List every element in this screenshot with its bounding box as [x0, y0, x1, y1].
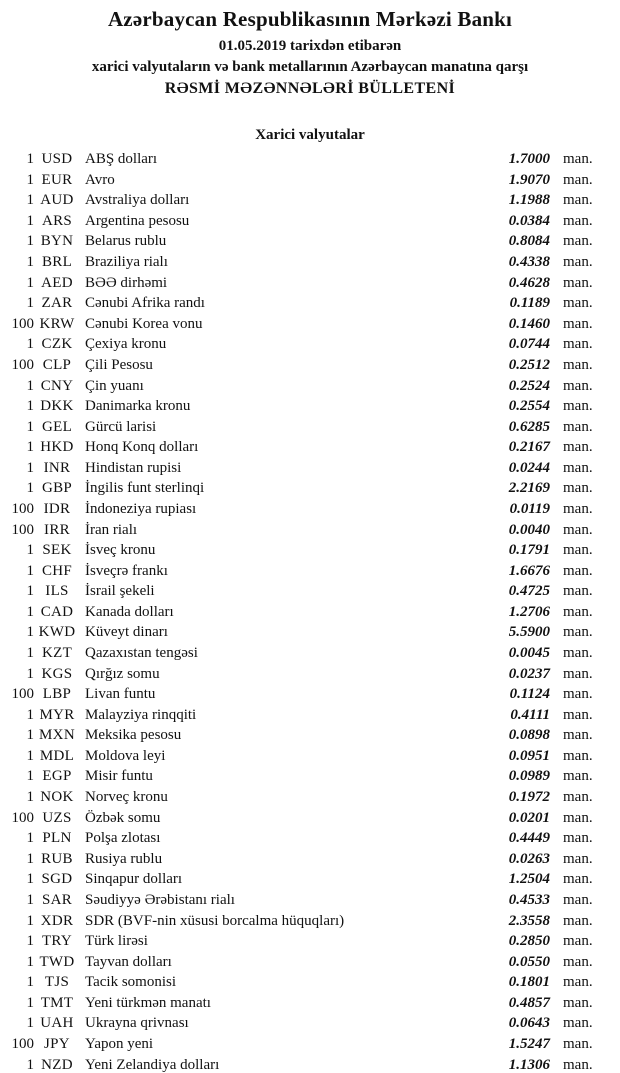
unit-label: man. — [563, 151, 593, 168]
currency-code: TMT — [40, 994, 74, 1011]
currency-name: Avstraliya dolları — [85, 192, 190, 209]
currency-code: EUR — [41, 171, 73, 188]
exchange-rate: 0.0550 — [508, 953, 550, 970]
currency-row — [0, 972, 620, 993]
exchange-rate: 0.4857 — [508, 994, 550, 1011]
currency-code: INR — [43, 459, 71, 476]
currency-name: Tacik somonisi — [85, 974, 177, 991]
currency-code: IRR — [44, 521, 70, 538]
currency-row — [0, 499, 620, 520]
currency-name: İsveçrə frankı — [85, 562, 168, 579]
currency-row — [0, 602, 620, 623]
currency-row — [0, 561, 620, 582]
quantity: 1 — [26, 1056, 34, 1073]
currency-code: NZD — [41, 1056, 73, 1073]
currency-row — [0, 1055, 620, 1073]
exchange-rate: 0.2554 — [508, 398, 550, 415]
quantity: 1 — [26, 274, 34, 291]
unit-label: man. — [563, 212, 593, 229]
unit-label: man. — [563, 459, 593, 476]
currency-code: AED — [41, 274, 73, 291]
unit-label: man. — [563, 1015, 593, 1032]
currency-name: Qazaxıstan tengəsi — [85, 645, 198, 662]
exchange-rate: 1.7000 — [508, 151, 550, 168]
unit-label: man. — [563, 356, 593, 373]
currency-code: CAD — [40, 603, 74, 620]
currency-code: XDR — [40, 912, 74, 929]
exchange-rate: 0.2850 — [508, 933, 550, 950]
currency-code: USD — [41, 151, 73, 168]
currency-name: Moldova leyi — [85, 747, 166, 764]
exchange-rate: 0.0898 — [508, 727, 550, 744]
currency-code: ZAR — [41, 295, 73, 312]
currency-row — [0, 334, 620, 355]
currency-row — [0, 314, 620, 335]
unit-label: man. — [563, 686, 593, 703]
currency-name: Çexiya kronu — [85, 336, 167, 353]
currency-row — [0, 355, 620, 376]
unit-label: man. — [563, 727, 593, 744]
quantity: 100 — [11, 315, 34, 332]
exchange-rate: 0.1791 — [508, 542, 550, 559]
currency-name: Çili Pesosu — [85, 356, 153, 373]
quantity: 100 — [11, 809, 34, 826]
currency-row — [0, 725, 620, 746]
unit-label: man. — [563, 562, 593, 579]
currency-name: Meksika pesosu — [85, 727, 182, 744]
currency-row — [0, 252, 620, 273]
currency-code: NOK — [40, 789, 74, 806]
exchange-rate: 0.0244 — [508, 459, 550, 476]
currency-row — [0, 787, 620, 808]
currency-row — [0, 746, 620, 767]
currency-code: TWD — [39, 953, 75, 970]
unit-label: man. — [563, 480, 593, 497]
currency-row — [0, 1034, 620, 1055]
currency-name: Cənubi Korea vonu — [85, 315, 203, 332]
currency-name: Polşa zlotası — [85, 830, 161, 847]
currency-name: SDR (BVF-nin xüsusi borcalma hüquqları) — [85, 912, 345, 929]
exchange-rate: 1.2706 — [508, 603, 550, 620]
exchange-rate: 1.9070 — [508, 171, 550, 188]
currency-name: Tayvan dolları — [85, 953, 172, 970]
currency-code: BRL — [41, 254, 73, 271]
unit-label: man. — [563, 871, 593, 888]
bulletin-header — [0, 0, 620, 98]
quantity: 1 — [26, 747, 34, 764]
currency-name: İsrail şekeli — [85, 583, 155, 600]
exchange-rate: 2.2169 — [508, 480, 550, 497]
unit-label: man. — [563, 398, 593, 415]
currency-name: Norveç kronu — [85, 789, 168, 806]
currency-row — [0, 396, 620, 417]
unit-label: man. — [563, 274, 593, 291]
currency-row — [0, 931, 620, 952]
currency-row — [0, 478, 620, 499]
unit-label: man. — [563, 891, 593, 908]
currency-row — [0, 869, 620, 890]
bank-name-title: Azərbaycan Respublikasının Mərkəzi Bankı — [107, 7, 513, 31]
unit-label: man. — [563, 521, 593, 538]
currency-name: Kanada dolları — [85, 603, 174, 620]
exchange-rate: 0.1460 — [508, 315, 550, 332]
currency-name: İngilis funt sterlinqi — [85, 480, 205, 497]
currency-code: TJS — [44, 974, 70, 991]
currency-row — [0, 211, 620, 232]
quantity: 1 — [26, 562, 34, 579]
currency-code: IDR — [43, 500, 71, 517]
quantity: 1 — [26, 398, 34, 415]
currency-name: Misir funtu — [85, 768, 153, 785]
bulletin-subtitle: xarici valyutaların və bank metallarının Azərbaycan manatına qarşı — [91, 59, 529, 76]
currency-name: ABŞ dolları — [85, 151, 158, 168]
exchange-rate: 0.6285 — [508, 418, 550, 435]
exchange-rate: 0.0951 — [508, 747, 550, 764]
unit-label: man. — [563, 1036, 593, 1052]
unit-label: man. — [563, 953, 593, 970]
exchange-rate: 0.4533 — [508, 891, 550, 908]
quantity: 1 — [26, 953, 34, 970]
currency-code: KWD — [38, 624, 76, 641]
unit-label: man. — [563, 933, 593, 950]
currency-row — [0, 376, 620, 397]
quantity: 1 — [26, 850, 34, 867]
exchange-rate: 0.0384 — [508, 212, 550, 229]
quantity: 1 — [26, 439, 34, 456]
unit-label: man. — [563, 747, 593, 764]
quantity: 1 — [26, 706, 34, 723]
currency-row — [0, 952, 620, 973]
effective-date: 01.05.2019 tarixdən etibarən — [218, 38, 402, 55]
currency-code: PLN — [42, 830, 72, 847]
exchange-rate: 0.8084 — [508, 233, 550, 250]
currency-name: İndoneziya rupiası — [85, 500, 197, 517]
exchange-rate: 2.3558 — [508, 912, 550, 929]
currency-name: Livan funtu — [85, 686, 156, 703]
exchange-rate: 0.0989 — [508, 768, 550, 785]
exchange-rate: 0.0237 — [508, 665, 550, 682]
unit-label: man. — [563, 439, 593, 456]
currency-name: Braziliya rialı — [85, 254, 168, 271]
currency-name: Səudiyyə Ərəbistanı rialı — [85, 891, 235, 908]
currency-code: GEL — [41, 418, 73, 435]
exchange-rate: 0.2512 — [508, 356, 550, 373]
currency-name: Hindistan rupisi — [85, 459, 182, 476]
quantity: 1 — [26, 768, 34, 785]
currency-code: UAH — [40, 1015, 74, 1032]
currency-row — [0, 231, 620, 252]
quantity: 1 — [26, 912, 34, 929]
currency-code: CNY — [40, 377, 74, 394]
quantity: 1 — [26, 789, 34, 806]
currency-code: JPY — [44, 1036, 70, 1052]
currency-row — [0, 993, 620, 1014]
currency-row — [0, 293, 620, 314]
unit-label: man. — [563, 850, 593, 867]
currency-name: Qırğız somu — [85, 665, 160, 682]
unit-label: man. — [563, 706, 593, 723]
currency-name: İsveç kronu — [85, 542, 156, 559]
currency-name: Malayziya rinqqiti — [85, 706, 197, 723]
exchange-rate: 0.4628 — [508, 274, 550, 291]
currency-code: MXN — [39, 727, 75, 744]
quantity: 1 — [26, 151, 34, 168]
currency-code: CZK — [41, 336, 73, 353]
currency-row — [0, 417, 620, 438]
currency-code: KGS — [41, 665, 73, 682]
quantity: 1 — [26, 254, 34, 271]
quantity: 1 — [26, 212, 34, 229]
unit-label: man. — [563, 583, 593, 600]
currency-name: BƏƏ dirhəmi — [85, 274, 168, 291]
exchange-rate: 0.0744 — [508, 336, 550, 353]
exchange-rate: 0.4111 — [510, 706, 550, 723]
unit-label: man. — [563, 912, 593, 929]
quantity: 1 — [26, 377, 34, 394]
quantity: 1 — [26, 830, 34, 847]
currency-row — [0, 684, 620, 705]
quantity: 1 — [26, 665, 34, 682]
unit-label: man. — [563, 336, 593, 353]
exchange-rate: 0.4725 — [508, 583, 550, 600]
unit-label: man. — [563, 830, 593, 847]
currency-name: Özbək somu — [85, 809, 161, 826]
unit-label: man. — [563, 809, 593, 826]
currency-row — [0, 890, 620, 911]
currency-code: CLP — [42, 356, 72, 373]
quantity: 100 — [11, 686, 34, 703]
quantity: 1 — [26, 1015, 34, 1032]
currency-code: SGD — [41, 871, 73, 888]
exchange-rate: 0.1124 — [509, 686, 550, 703]
unit-label: man. — [563, 789, 593, 806]
unit-label: man. — [563, 171, 593, 188]
exchange-rate: 1.2504 — [508, 871, 550, 888]
bulletin-title: RƏSMİ MƏZƏNNƏLƏRİ BÜLLETENİ — [164, 80, 456, 98]
exchange-rate: 1.5247 — [508, 1036, 550, 1052]
currency-name: Ukrayna qrivnası — [85, 1015, 189, 1032]
currency-code: MYR — [39, 706, 75, 723]
currency-row — [0, 170, 620, 191]
currency-code: DKK — [40, 398, 74, 415]
exchange-rate: 0.0201 — [508, 809, 550, 826]
quantity: 1 — [26, 974, 34, 991]
quantity: 100 — [11, 1036, 34, 1052]
currency-row — [0, 520, 620, 541]
exchange-rate: 0.0263 — [508, 850, 550, 867]
section-title-foreign-currencies: Xarici valyutalar — [255, 127, 365, 144]
quantity: 1 — [26, 336, 34, 353]
currency-row — [0, 808, 620, 829]
unit-label: man. — [563, 418, 593, 435]
currency-name: Çin yuanı — [85, 377, 144, 394]
currency-code: HKD — [40, 439, 74, 456]
currency-code: CHF — [41, 562, 73, 579]
exchange-rate: 1.6676 — [508, 562, 550, 579]
exchange-rate: 0.4338 — [508, 254, 550, 271]
exchange-rate: 1.1988 — [508, 192, 550, 209]
currency-row — [0, 664, 620, 685]
currency-row — [0, 437, 620, 458]
quantity: 1 — [26, 891, 34, 908]
currency-code: TRY — [41, 933, 73, 950]
currency-code: SAR — [41, 891, 73, 908]
currency-code: MDL — [39, 747, 75, 764]
exchange-rate: 0.1189 — [509, 295, 550, 312]
unit-label: man. — [563, 377, 593, 394]
quantity: 1 — [26, 933, 34, 950]
exchange-rate: 0.1801 — [508, 974, 550, 991]
currency-name: Avro — [85, 171, 115, 188]
currency-code: KRW — [39, 315, 75, 332]
quantity: 1 — [26, 727, 34, 744]
unit-label: man. — [563, 500, 593, 517]
currency-code: EGP — [42, 768, 72, 785]
exchange-rate: 0.4449 — [508, 830, 550, 847]
unit-label: man. — [563, 665, 593, 682]
exchange-rate: 0.2167 — [508, 439, 550, 456]
quantity: 100 — [11, 521, 34, 538]
unit-label: man. — [563, 768, 593, 785]
currency-name: Sinqapur dolları — [85, 871, 183, 888]
unit-label: man. — [563, 233, 593, 250]
currency-row — [0, 458, 620, 479]
currency-name: Danimarka kronu — [85, 398, 191, 415]
quantity: 1 — [26, 624, 34, 641]
quantity: 1 — [26, 994, 34, 1011]
currency-name: Türk lirəsi — [85, 933, 148, 950]
unit-label: man. — [563, 315, 593, 332]
exchange-rate: 0.1972 — [508, 789, 550, 806]
currency-row — [0, 849, 620, 870]
currency-code: AUD — [40, 192, 74, 209]
currency-row — [0, 911, 620, 932]
unit-label: man. — [563, 994, 593, 1011]
currency-name: İran rialı — [85, 521, 138, 538]
exchange-rate: 1.1306 — [508, 1056, 550, 1073]
currency-code: KZT — [41, 645, 73, 662]
unit-label: man. — [563, 295, 593, 312]
quantity: 100 — [11, 356, 34, 373]
currency-row — [0, 705, 620, 726]
exchange-rate: 0.0045 — [508, 645, 550, 662]
quantity: 1 — [26, 871, 34, 888]
currency-name: Cənubi Afrika randı — [85, 295, 205, 312]
quantity: 1 — [26, 459, 34, 476]
exchange-rate: 0.2524 — [508, 377, 550, 394]
currency-row — [0, 828, 620, 849]
currency-row — [0, 273, 620, 294]
unit-label: man. — [563, 192, 593, 209]
currency-name: Argentina pesosu — [85, 212, 190, 229]
quantity: 1 — [26, 645, 34, 662]
quantity: 1 — [26, 171, 34, 188]
quantity: 100 — [11, 500, 34, 517]
currency-code: RUB — [41, 850, 73, 867]
currency-row — [0, 766, 620, 787]
quantity: 1 — [26, 542, 34, 559]
currency-row — [0, 1013, 620, 1034]
unit-label: man. — [563, 645, 593, 662]
quantity: 1 — [26, 480, 34, 497]
quantity: 1 — [26, 192, 34, 209]
currency-row — [0, 149, 620, 170]
currency-name: Gürcü larisi — [85, 418, 157, 435]
currency-code: GBP — [41, 480, 73, 497]
exchange-rate: 0.0119 — [509, 500, 550, 517]
currency-name: Yapon yeni — [85, 1036, 154, 1052]
currency-name: Belarus rublu — [85, 233, 167, 250]
currency-name: Yeni Zelandiya dolları — [85, 1056, 220, 1073]
currency-code: SEK — [42, 542, 72, 559]
quantity: 1 — [26, 295, 34, 312]
unit-label: man. — [563, 542, 593, 559]
currency-name: Rusiya rublu — [85, 850, 163, 867]
quantity: 1 — [26, 233, 34, 250]
currency-row — [0, 643, 620, 664]
exchange-rate: 0.0643 — [508, 1015, 550, 1032]
currency-code: ILS — [45, 583, 69, 600]
currency-row — [0, 581, 620, 602]
exchange-rate: 5.5900 — [508, 624, 550, 641]
currency-code: LBP — [42, 686, 72, 703]
unit-label: man. — [563, 974, 593, 991]
currency-row — [0, 190, 620, 211]
quantity: 1 — [26, 603, 34, 620]
currency-code: ARS — [41, 212, 73, 229]
unit-label: man. — [563, 254, 593, 271]
currency-code: UZS — [42, 809, 72, 826]
currency-name: Küveyt dinarı — [85, 624, 168, 641]
quantity: 1 — [26, 583, 34, 600]
unit-label: man. — [563, 624, 593, 641]
currency-code: BYN — [40, 233, 74, 250]
unit-label: man. — [563, 603, 593, 620]
quantity: 1 — [26, 418, 34, 435]
currency-name: Yeni türkmən manatı — [85, 994, 211, 1011]
currency-row — [0, 540, 620, 561]
exchange-rate: 0.0040 — [508, 521, 550, 538]
unit-label: man. — [563, 1056, 593, 1073]
currency-name: Honq Konq dolları — [85, 439, 199, 456]
currency-rates-table — [0, 149, 620, 1073]
currency-row — [0, 622, 620, 643]
